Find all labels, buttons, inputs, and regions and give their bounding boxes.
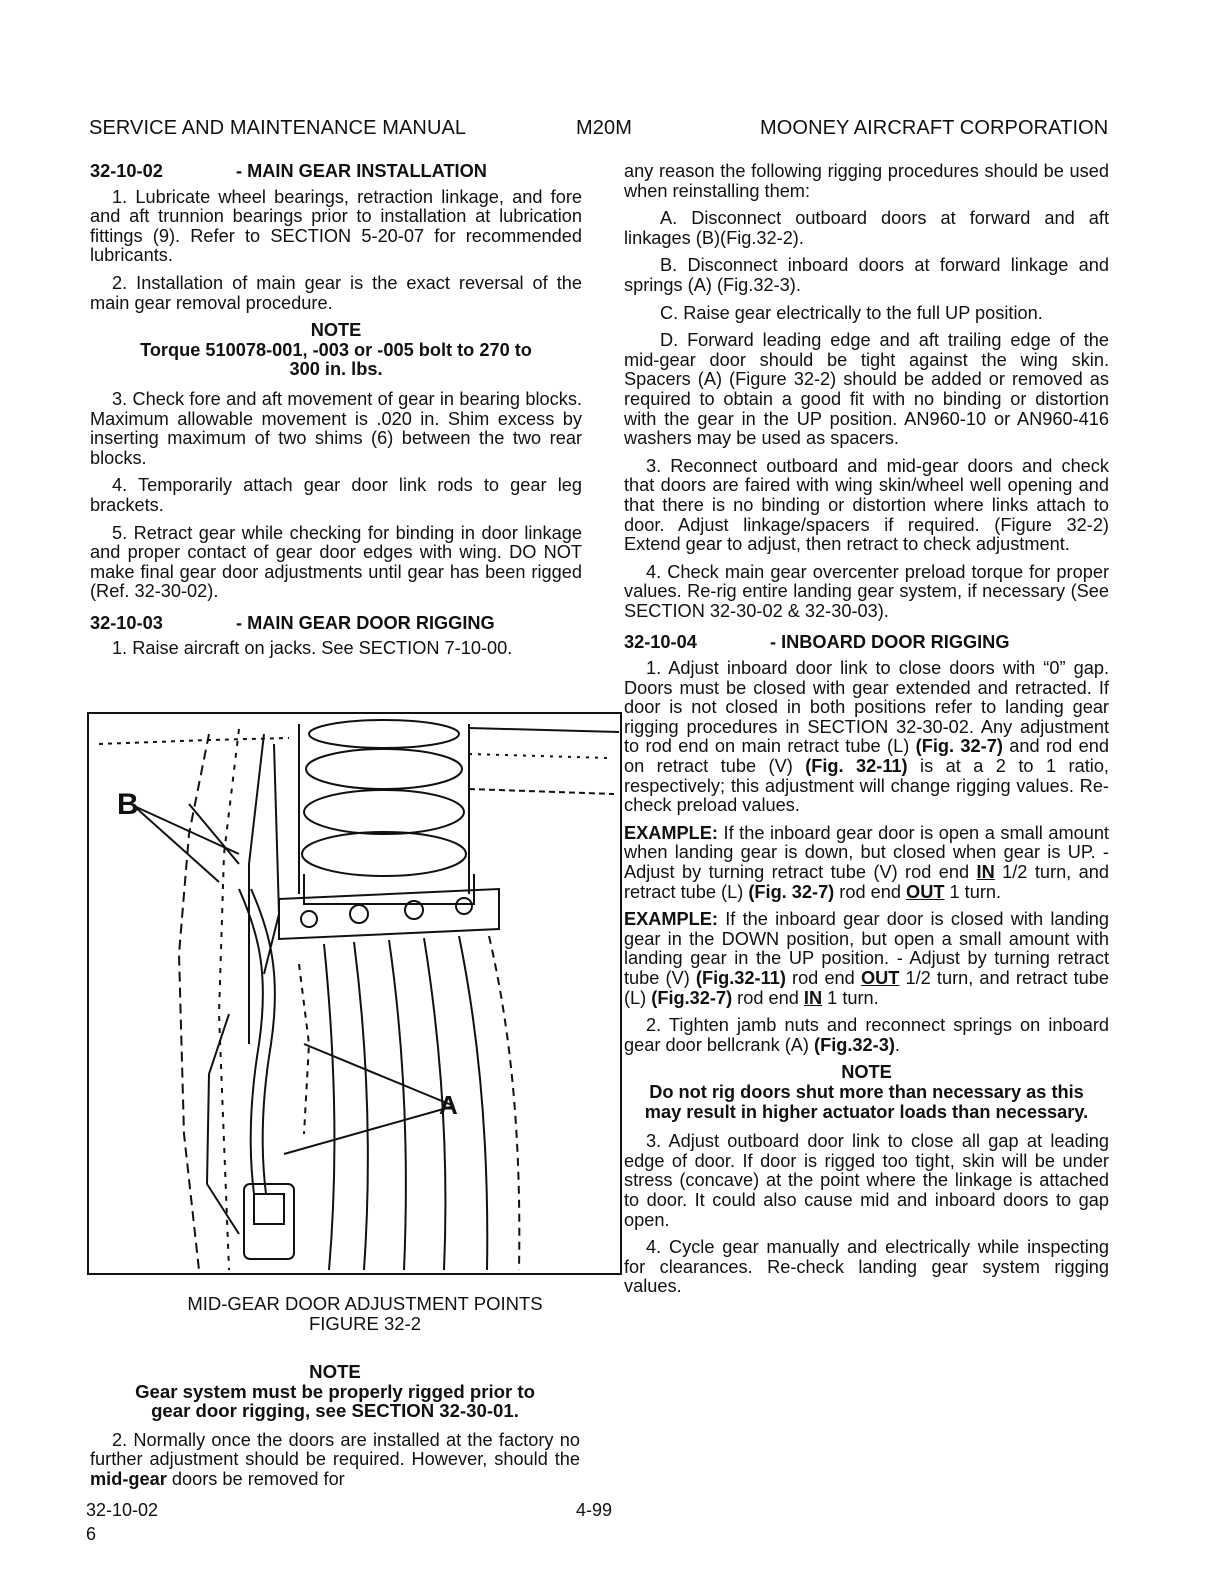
note-text: Gear system must be properly rigged prior to — [135, 1380, 535, 1402]
section-heading-inboard-door-rigging — [624, 633, 1109, 653]
note-actuator-loads — [624, 1063, 1109, 1122]
note-label: NOTE — [310, 320, 362, 341]
paragraph: 3. Adjust outboard door link to close all gap at leading edge of door. If door is rigged too tight, skin will be under stress (concave) at the point where the linkage is attached to door. It could also cause mid and inboard doors to gap open. — [624, 1131, 1109, 1230]
paragraph: 1. Adjust inboard door link to close doors with “0” gap. Doors must be closed with gear extended and retracted. If door is not closed in both positions refer to landing gear rigging procedures in SECTION 32-30-02. Any adjustment to rod end on main retract tube (L) (Fig. 32-7) and rod end on retract tube (V) (Fig. 32-11) is at a 2 to 1 ratio, respectively; this adjustment will change rigging values. Re-check preload values. — [624, 658, 1110, 816]
step-c: C. Raise gear electrically to the full UP position. — [660, 302, 1043, 323]
paragraph: 3. Reconnect outboard and mid-gear doors and check that doors are faired with wing skin/wheel well opening and that there is no binding or distortion where links attach to door. Adjust linkage/spacers if required. (Figure 32-2) Extend gear to adjust, then retract to check adjustment. — [624, 455, 1109, 555]
footer-section-number: 32-10-02 — [86, 1500, 159, 1520]
footer-page-number: 6 — [86, 1524, 97, 1544]
note-torque — [90, 321, 582, 380]
paragraph: 2. Normally once the doors are installed at the factory no further adjustment should be required. However, should the mid-gear doors be removed for — [90, 1429, 580, 1489]
caption-title: MID-GEAR DOOR ADJUSTMENT POINTS — [187, 1293, 543, 1314]
figure-32-2 — [87, 712, 622, 1275]
note-text: Do not rig doors shut more than necessary as this — [649, 1081, 1084, 1102]
paragraph: 1. Lubricate wheel bearings, retraction linkage, and fore and aft trunnion bearings prior to installation at lubrication fittings (9). Refer to SECTION 5-20-07 for recommended lubricants. — [90, 186, 582, 266]
step-a: A. Disconnect outboard doors at forward and aft linkages (B)(Fig.32-2). — [624, 208, 1109, 248]
note-text: may result in higher actuator loads than necessary. — [644, 1101, 1089, 1122]
section-number: 32-10-04 — [624, 632, 697, 653]
section-number: 32-10-03 — [90, 612, 163, 633]
note-label: NOTE — [309, 1361, 361, 1382]
left-column — [90, 162, 582, 667]
section-title: - MAIN GEAR DOOR RIGGING — [236, 612, 495, 633]
example-1: EXAMPLE: If the inboard gear door is open a small amount when landing gear is down, but closed when gear is UP. - Adjust by turning retract tube (V) rod end IN 1/2 turn, and retract tube (L) (Fig. 32-7) rod end OUT 1 turn. — [624, 822, 1109, 902]
caption-figure-number: FIGURE 32-2 — [308, 1313, 422, 1334]
header-manual-title: SERVICE AND MAINTENANCE MANUAL — [89, 117, 467, 139]
paragraph: 1. Raise aircraft on jacks. See SECTION 7-10-00. — [112, 638, 513, 659]
callout-a: A — [439, 1090, 458, 1120]
section-title: - MAIN GEAR INSTALLATION — [236, 161, 487, 181]
right-column — [624, 162, 1109, 1305]
note-rigging — [90, 1362, 580, 1421]
paragraph: 5. Retract gear while checking for binding in door linkage and proper contact of gear door edges with wing. DO NOT make final gear door adjustments until gear has been rigged (Ref. 32-30-02). — [90, 522, 582, 602]
example-2: EXAMPLE: If the inboard gear door is closed with landing gear in the DOWN position, but open a small amount with landing gear in the UP position. - Adjust by turning retract tube (V) (Fig.32-11) rod end OUT 1/2 turn, and retract tube (L) (Fig.32-7) rod end IN 1 turn. — [624, 909, 1110, 1008]
left-column-bottom — [90, 1358, 580, 1498]
note-text: gear door rigging, see SECTION 32-30-01. — [151, 1400, 519, 1422]
header-model: M20M — [576, 117, 632, 139]
paragraph: 4. Temporarily attach gear door link rods to gear leg brackets. — [90, 475, 582, 515]
step-d: D. Forward leading edge and aft trailing edge of the mid-gear door should be tight against the wing skin. Spacers (A) (Figure 32-2) should be added or removed as required to obtain a good fit with no binding or distortion with the gear in the UP position. AN960-10 or AN960-416 washers may be used as spacers. — [624, 330, 1109, 449]
section-heading-main-gear-installation — [90, 162, 582, 182]
paragraph: 4. Cycle gear manually and electrically while inspecting for clearances. Re-check landing gear system rigging values. — [624, 1237, 1109, 1297]
paragraph: 2. Tighten jamb nuts and reconnect springs on inboard gear door bellcrank (A) (Fig.32-3). — [624, 1015, 1109, 1055]
figure-caption — [100, 1294, 630, 1334]
gear-illustration — [89, 714, 620, 1273]
paragraph: any reason the following rigging procedures should be used when reinstalling them: — [624, 161, 1109, 201]
paragraph: 4. Check main gear overcenter preload torque for proper values. Re-rig entire landing gear system, if necessary (See SECTION 32-30-02 & 32-30-03). — [624, 561, 1109, 621]
section-heading-main-gear-door-rigging — [90, 614, 582, 634]
header-company: MOONEY AIRCRAFT CORPORATION — [760, 117, 1109, 139]
section-number: 32-10-02 — [90, 161, 163, 181]
note-text: Torque 510078-001, -003 or -005 bolt to 270 to — [140, 339, 532, 360]
paragraph: 3. Check fore and aft movement of gear in bearing blocks. Maximum allowable movement is .020 in. Shim excess by inserting maximum of two shims (6) between the two rear blocks. — [90, 388, 582, 468]
note-label: NOTE — [841, 1062, 892, 1083]
footer-date: 4-99 — [576, 1500, 613, 1520]
note-text: 300 in. lbs. — [289, 359, 383, 380]
section-title: - INBOARD DOOR RIGGING — [770, 632, 1010, 653]
callout-b: B — [117, 788, 139, 821]
paragraph: 2. Installation of main gear is the exact reversal of the main gear removal procedure. — [90, 272, 582, 313]
step-b: B. Disconnect inboard doors at forward linkage and springs (A) (Fig.32-3). — [624, 255, 1109, 295]
